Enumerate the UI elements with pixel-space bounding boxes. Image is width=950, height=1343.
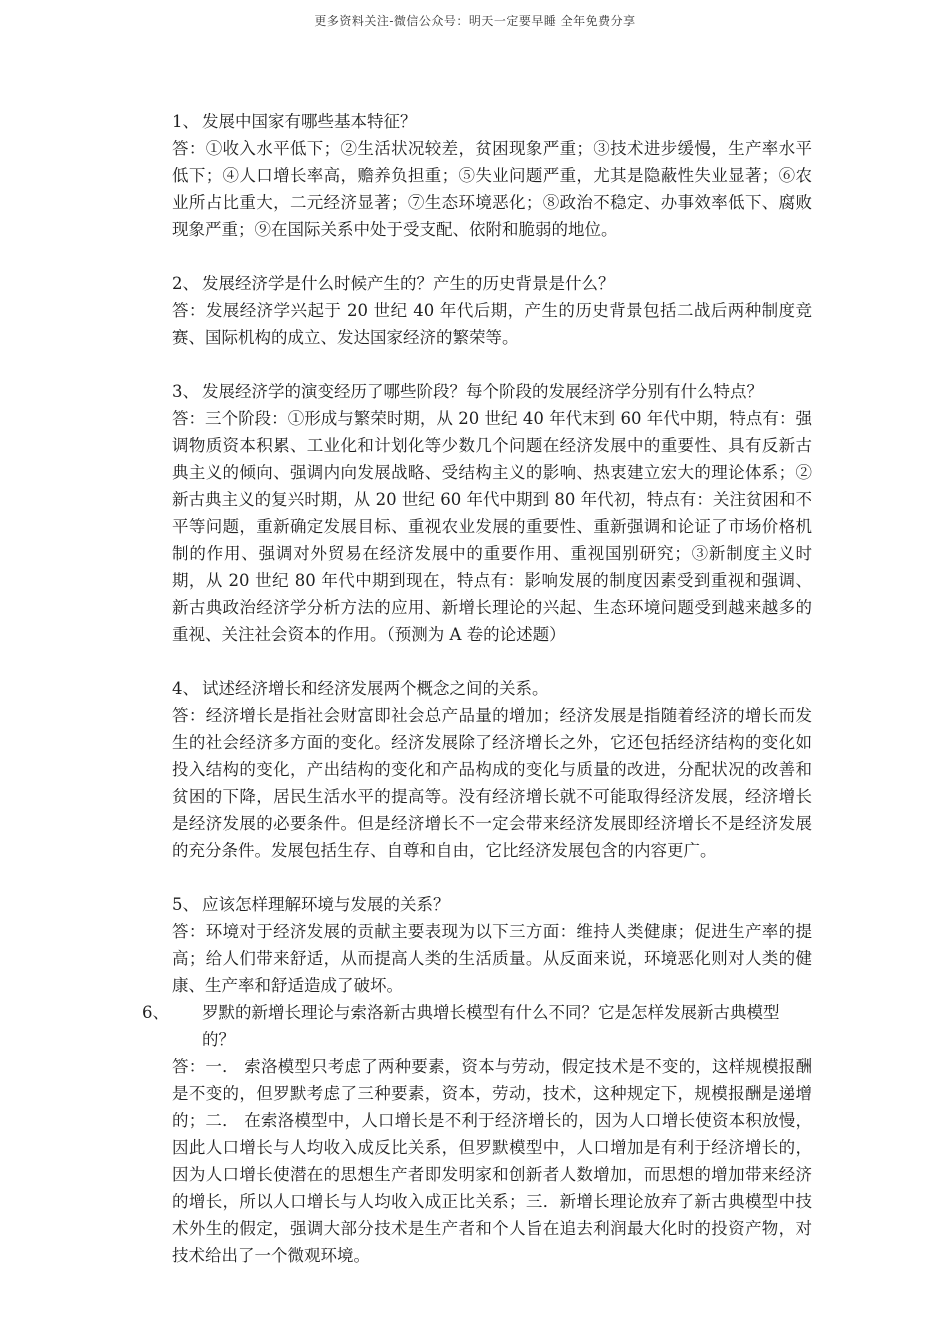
question-4 (172, 675, 812, 702)
question-number: 5、 (172, 895, 199, 914)
question-text: 发展中国家有哪些基本特征？ (202, 112, 417, 131)
question-5 (172, 891, 812, 918)
qa-item-3 (172, 378, 812, 648)
question-text: 试述经济增长和经济发展两个概念之间的关系。 (202, 679, 549, 698)
question-2 (172, 270, 812, 297)
question-text: 应该怎样理解环境与发展的关系？ (202, 895, 450, 914)
question-number: 4、 (172, 679, 199, 698)
question-text: 发展经济学是什么时候产生的？产生的历史背景是什么？ (202, 274, 615, 293)
qa-item-4 (172, 675, 812, 864)
answer-5: 答：环境对于经济发展的贡献主要表现为以下三方面：维持人类健康；促进生产率的提高；给人们带来舒适，从而提高人类的生活质量。从反面来说，环境恶化则对人类的健康、生产率和舒适造成了破坏。 (172, 922, 812, 995)
answer-4: 答：经济增长是指社会财富即社会总产品量的增加；经济发展是指随着经济的增长而发生的社会经济多方面的变化。经济发展除了经济增长之外，它还包括经济结构的变化如投入结构的变化，产出结构的变化和产品构成的变化与质量的改进，分配状况的改善和贫困的下降，居民生活水平的提高等。没有经济增长就不可能取得经济发展，经济增长是经济发展的必要条件。但是经济增长不一定会带来经济发展即经济增长不是经济发展的充分条件。发展包括生存、自尊和自由，它比经济发展包含的内容更广。 (172, 706, 812, 860)
document-body (142, 108, 812, 1269)
question-text: 发展经济学的演变经历了哪些阶段？每个阶段的发展经济学分别有什么特点？ (202, 382, 763, 401)
answer-3: 答：三个阶段：①形成与繁荣时期，从 20 世纪 40 年代末到 60 年代中期，特点有：强调物质资本积累、工业化和计划化等少数几个问题在经济发展中的重要性、具有反新古典主义的倾向、强调内向发展战略、受结构主义的影响、热衷建立宏大的理论体系；②新古典主义的复兴时期，从 20 世纪 60 年代中期到 80 年代初，特点有：关注贫困和不平等问题，重新确定发展目标、重视农业发展的重要性、重新强调和论证了市场价格机制的作用、强调对外贸易在经济发展中的重要作用、重视国别研究；③新制度主义时期，从 20 世纪 80 年代中期到现在，特点有：影响发展的制度因素受到重视和强调、新古典政治经济学分析方法的应用、新增长理论的兴起、生态环境问题受到越来越多的重视、关注社会资本的作用。（预测为 A 卷的论述题） (172, 409, 812, 644)
question-1 (172, 108, 812, 135)
qa-item-2 (172, 270, 812, 351)
qa-item-6 (142, 999, 812, 1269)
page-header: 更多资料关注-微信公众号：明天一定要早睡 全年免费分享 (314, 14, 636, 28)
question-6 (142, 999, 812, 1053)
question-number: 6、 (142, 1003, 169, 1022)
question-number: 1、 (172, 112, 199, 131)
qa-item-1 (172, 108, 812, 243)
answer-6: 答：一． 索洛模型只考虑了两种要素，资本与劳动，假定技术是不变的，这样规模报酬是不变的，但罗默考虑了三种要素，资本，劳动，技术，这种规定下，规模报酬是递增的；二． 在索洛模型中，人口增长是不利于经济增长的，因为人口增长使资本积放慢，因此人口增长与人均收入成反比关系，但罗默模型中，人口增加是有利于经济增长的，因为人口增长使潜在的思想生产者即发明家和创新者人数增加，而思想的增加带来经济的增长，所以人口增长与人均收入成正比关系；三．新增长理论放弃了新古典模型中技术外生的假定，强调大部分技术是生产者和个人旨在追去利润最大化时的投资产物，对技术给出了一个微观环境。 (172, 1057, 812, 1265)
question-text: 罗默的新增长理论与索洛新古典增长模型有什么不同？它是怎样发展新古典模型的？ (202, 1003, 780, 1049)
qa-item-5 (172, 891, 812, 999)
answer-2: 答：发展经济学兴起于 20 世纪 40 年代后期，产生的历史背景包括二战后两种制度竞赛、国际机构的成立、发达国家经济的繁荣等。 (172, 301, 812, 347)
answer-1: 答：①收入水平低下；②生活状况较差，贫困现象严重；③技术进步缓慢，生产率水平低下；④人口增长率高，赡养负担重；⑤失业问题严重，尤其是隐蔽性失业显著；⑥农业所占比重大，二元经济显著；⑦生态环境恶化；⑧政治不稳定、办事效率低下、腐败现象严重；⑨在国际关系中处于受支配、依附和脆弱的地位。 (172, 139, 812, 239)
question-number: 3、 (172, 382, 199, 401)
question-number: 2、 (172, 274, 199, 293)
question-3 (172, 378, 812, 405)
